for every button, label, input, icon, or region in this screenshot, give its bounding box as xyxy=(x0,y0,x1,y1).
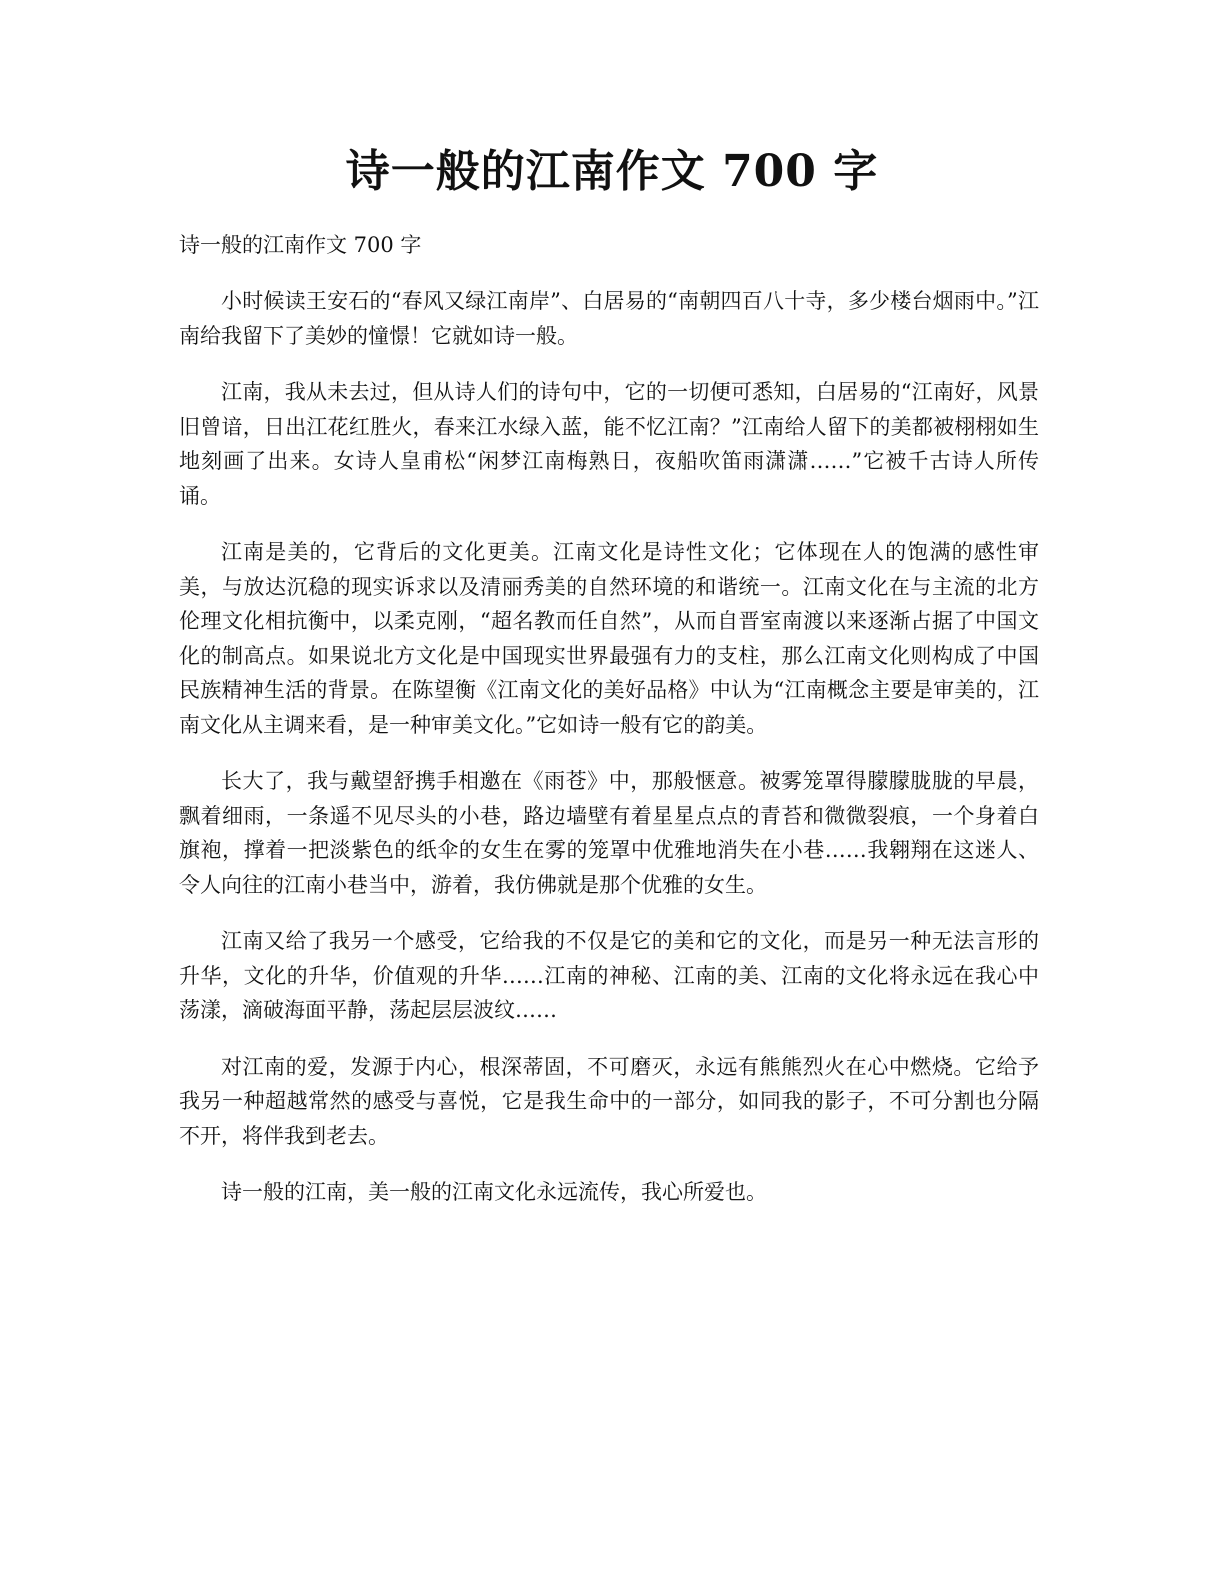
paragraph-6: 对江南的爱，发源于内心，根深蒂固，不可磨灭，永远有熊熊烈火在心中燃烧。它给予我另一种超越常然的感受与喜悦，它是我生命中的一部分，如同我的影子，不可分割也分隔不开，将伴我到老去。 xyxy=(179,1054,1039,1148)
paragraph-5: 江南又给了我另一个感受，它给我的不仅是它的美和它的文化，而是另一种无法言形的升华，文化的升华，价值观的升华……江南的神秘、江南的美、江南的文化将永远在我心中荡漾，滴破海面平静，荡起层层波纹…… xyxy=(179,929,1039,1022)
paragraph-3: 江南是美的，它背后的文化更美。江南文化是诗性文化；它体现在人的饱满的感性审美，与放达沉稳的现实诉求以及清丽秀美的自然环境的和谐统一。江南文化在与主流的北方伦理文化相抗衡中，以柔克刚，“超名教而任自然”，从而自晋室南渡以来逐渐占据了中国文化的制高点。如果说北方文化是中国现实世界最强有力的支柱，那么江南文化则构成了中国民族精神生活的背景。在陈望衡《江南文化的美好品格》中认为“江南概念主要是审美的，江南文化从主调来看，是一种审美文化。”它如诗一般有它的韵美。 xyxy=(179,540,1039,737)
paragraph-1: 小时候读王安石的“春风又绿江南岸”、白居易的“南朝四百八十寺，多少楼台烟雨中。”江南给我留下了美妙的憧憬！它就如诗一般。 xyxy=(179,289,1039,348)
paragraph-7: 诗一般的江南，美一般的江南文化永远流传，我心所爱也。 xyxy=(221,1180,767,1204)
paragraph-2: 江南，我从未去过，但从诗人们的诗句中，它的一切便可悉知，白居易的“江南好，风景旧曾谙，日出江花红胜火，春来江水绿入蓝，能不忆江南？”江南给人留下的美都被栩栩如生地刻画了出来。女诗人皇甫松“闲梦江南梅熟日，夜船吹笛雨潇潇……”它被千古诗人所传诵。 xyxy=(179,380,1039,508)
document-title: 诗一般的江南作文 700 字 xyxy=(345,146,879,197)
document-subtitle: 诗一般的江南作文 700 字 xyxy=(179,233,422,257)
document-body xyxy=(179,228,1039,1232)
paragraph-4: 长大了，我与戴望舒携手相邀在《雨苍》中，那般惬意。被雾笼罩得朦朦胧胧的早晨，飘着细雨，一条遥不见尽头的小巷，路边墙壁有着星星点点的青苔和微微裂痕，一个身着白旗袍，撑着一把淡紫色的纸伞的女生在雾的笼罩中优雅地消失在小巷……我翱翔在这迷人、令人向往的江南小巷当中，游着，我仿佛就是那个优雅的女生。 xyxy=(179,769,1039,897)
